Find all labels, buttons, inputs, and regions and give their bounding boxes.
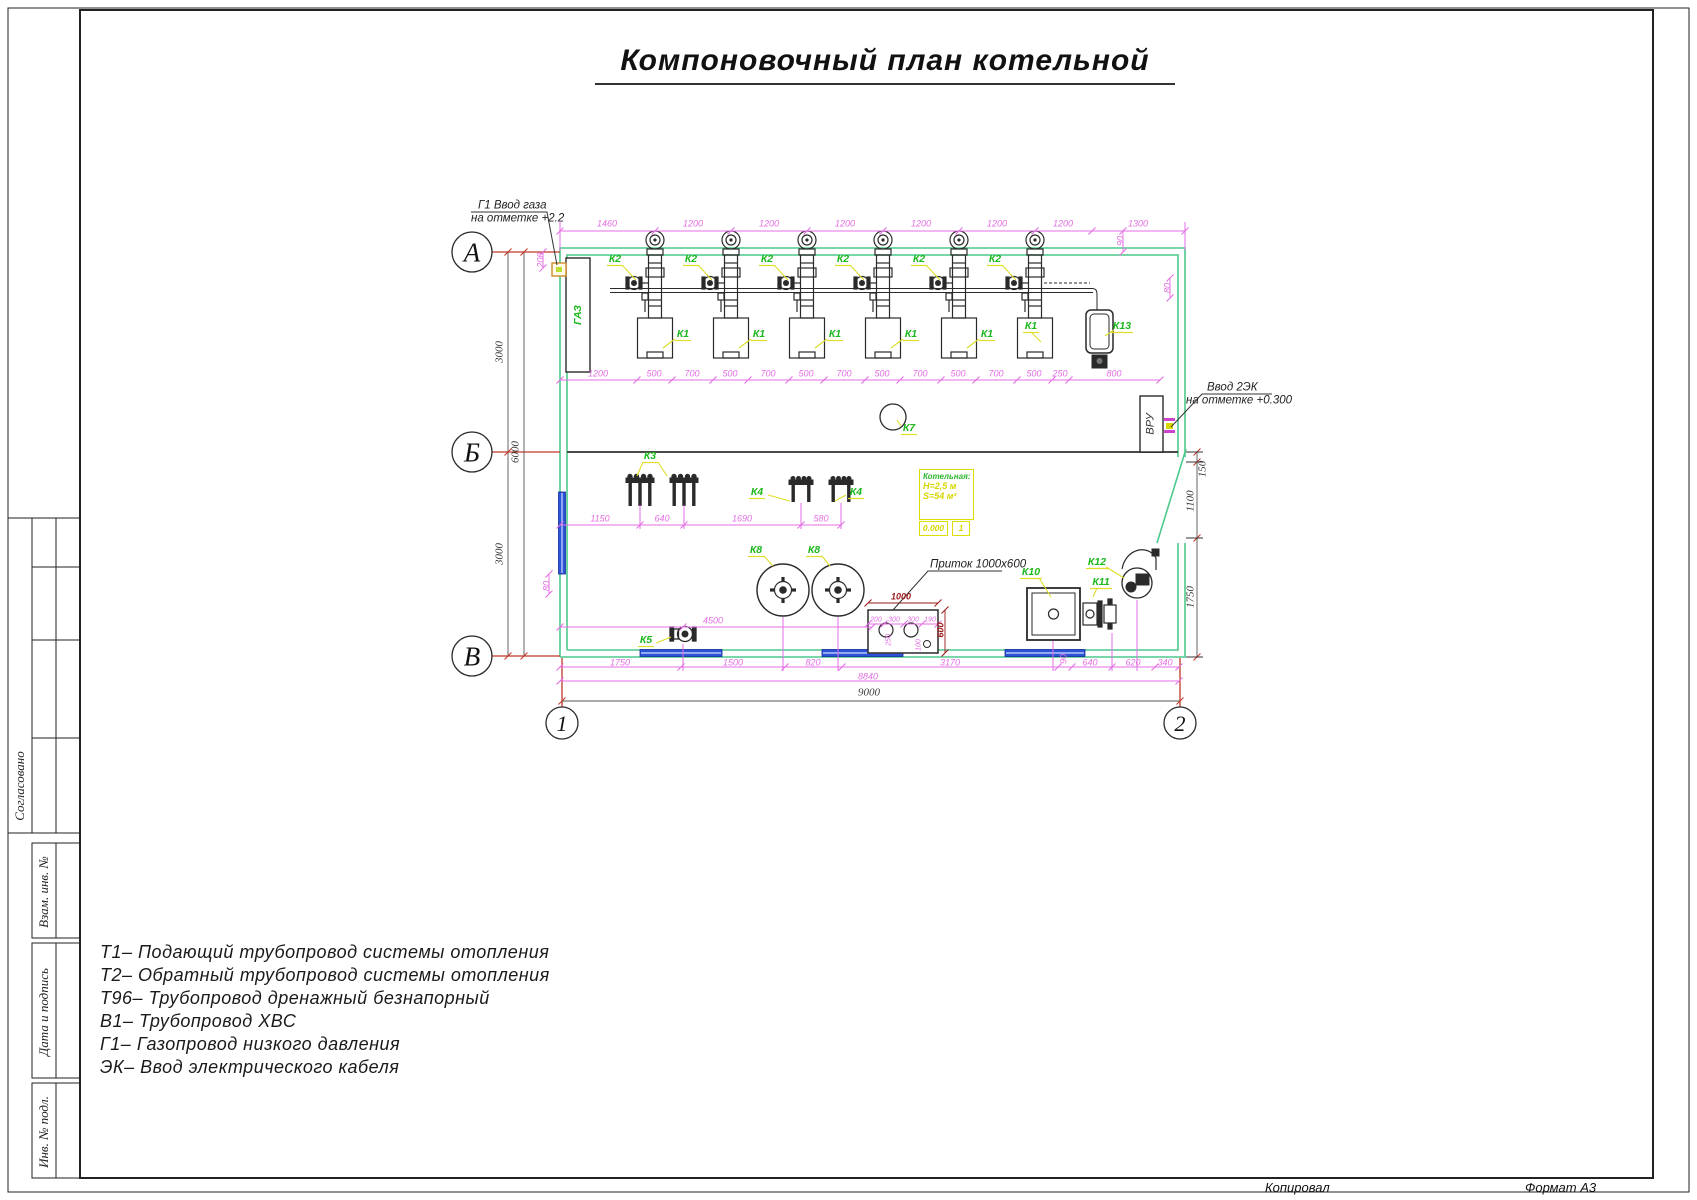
gas-cabinet-label: ГАЗ (571, 305, 584, 325)
cable-inlet-note-line2: на отметке +0.300 (1186, 394, 1293, 407)
equip-label-к5: К5 (639, 633, 653, 646)
equip-label-к7: К7 (902, 421, 916, 434)
room-height: Н=2,5 м (923, 481, 957, 491)
dim-820: 820 (805, 657, 821, 668)
stamp-side-tables (8, 518, 80, 1178)
axis-markers (452, 232, 1196, 739)
windows (559, 492, 1086, 657)
equip-label-к8: К8 (749, 543, 763, 556)
axis-marker-1: 1 (556, 711, 568, 736)
dim-6000: 6000 (509, 441, 522, 463)
dim-4500: 4500 (702, 615, 724, 626)
manifolds (626, 474, 853, 505)
stamp-label-vzam-inv: Взам. инв. № (36, 856, 51, 928)
dim-8840: 8840 (857, 671, 879, 682)
equip-label-к1: К1 (1024, 319, 1038, 332)
stamp-label-soglasovano: Согласовано (12, 751, 27, 821)
equipment-k11 (1083, 599, 1116, 629)
dim-500: 500 (722, 368, 738, 379)
equip-label-к8: К8 (807, 543, 821, 556)
dim-90: 90 (1115, 235, 1126, 247)
page-title: Компоновочный план котельной (595, 44, 1175, 85)
equipment-k12 (1122, 549, 1159, 598)
legend-line-6: ЭК– Ввод электрического кабеля (100, 1057, 400, 1077)
dim-1200: 1200 (587, 368, 609, 379)
air-intake-note: Приток 1000x600 (930, 558, 1027, 571)
equipment-k5 (670, 627, 696, 642)
dim-1150: 1150 (590, 513, 610, 524)
dim-500: 500 (798, 368, 814, 379)
equip-label-к2: К2 (988, 252, 1002, 265)
dim-150: 150 (1196, 460, 1209, 478)
axis-marker-2: 2 (1174, 711, 1186, 736)
dim-800: 800 (1106, 368, 1122, 379)
dim-1690: 1690 (731, 513, 753, 524)
dim-340: 340 (1157, 657, 1173, 668)
equip-label-к1: К1 (752, 327, 766, 340)
room-area: S=54 м² (923, 491, 957, 501)
dim-300: 300 (888, 616, 900, 624)
equip-label-к4: К4 (750, 485, 764, 498)
dim-640: 640 (654, 513, 670, 524)
dim-9000: 9000 (858, 686, 880, 699)
equipment-k7 (880, 404, 906, 430)
dim-190: 190 (924, 616, 936, 624)
dim-90: 90 (1058, 653, 1069, 665)
gas-cabinet (566, 258, 590, 372)
dim-700: 700 (684, 368, 700, 379)
equip-label-к1: К1 (676, 327, 690, 340)
dim-250: 250 (885, 634, 893, 646)
equip-label-к2: К2 (608, 252, 622, 265)
equip-label-к2: К2 (912, 252, 926, 265)
dim-200: 200 (535, 252, 546, 268)
vru-panel (1140, 396, 1163, 452)
dim-100: 100 (915, 639, 923, 651)
dim-1750: 1750 (1184, 586, 1197, 608)
dim-1200: 1200 (986, 218, 1008, 229)
dim-1750: 1750 (609, 657, 631, 668)
axis-marker-А: А (463, 237, 481, 268)
cable-inlet-note-line1: Ввод 2ЭК (1207, 381, 1258, 394)
equip-label-к2: К2 (836, 252, 850, 265)
axis-marker-Б: Б (464, 437, 480, 468)
legend-line-5: Г1– Газопровод низкого давления (100, 1034, 401, 1054)
dim-700: 700 (912, 368, 928, 379)
equip-label-к11: К11 (1092, 575, 1110, 588)
gas-entry-point (552, 263, 566, 276)
equipment-k10 (1027, 588, 1080, 640)
dim-1200: 1200 (834, 218, 856, 229)
dim-500: 500 (646, 368, 662, 379)
equipment-k8 (757, 564, 864, 616)
dim-1300: 1300 (1127, 218, 1149, 229)
vru-label: ВРУ (1144, 413, 1157, 435)
dim-250: 250 (1052, 368, 1068, 379)
legend-line-4: В1– Трубопровод ХВС (100, 1011, 297, 1031)
dim-700: 700 (760, 368, 776, 379)
room-info-box (919, 469, 974, 520)
stamp-label-inv-podl: Инв. № подл. (36, 1096, 51, 1168)
legend-line-1: Т1– Подающий трубопровод системы отопления (100, 942, 550, 962)
dim-3000: 3000 (493, 341, 506, 363)
gas-inlet-note-line1: Г1 Ввод газа (478, 199, 547, 212)
door-leaf (1157, 449, 1186, 543)
room-number: 1 (952, 521, 970, 536)
legend-line-2: Т2– Обратный трубопровод системы отопления (100, 965, 550, 985)
room-name: Котельная: (923, 472, 971, 481)
dim-200: 200 (870, 616, 882, 624)
footer-format: Формат А3 (1525, 1180, 1597, 1195)
boilers-row (626, 231, 1053, 358)
dim-640: 640 (1082, 657, 1098, 668)
axis-marker-В: В (463, 641, 481, 672)
stamp-label-data-podpis: Дата и подпись (36, 968, 51, 1056)
equip-label-к12: К12 (1087, 555, 1107, 568)
dim-620: 620 (1125, 657, 1141, 668)
dim-1200: 1200 (1052, 218, 1074, 229)
dim-600: 600 (935, 622, 946, 638)
dim-580: 580 (813, 513, 829, 524)
equip-label-к4: К4 (849, 485, 863, 498)
equip-label-к1: К1 (828, 327, 842, 340)
pipeline-legend (100, 942, 550, 1080)
dim-500: 500 (874, 368, 890, 379)
dim-80: 80 (541, 580, 552, 592)
dim-700: 700 (836, 368, 852, 379)
dim-700: 700 (988, 368, 1004, 379)
dim-3170: 3170 (939, 657, 961, 668)
dim-1100: 1100 (1184, 490, 1197, 512)
equip-label-к1: К1 (980, 327, 994, 340)
dim-500: 500 (950, 368, 966, 379)
dim-1000: 1000 (890, 591, 912, 602)
dim-3000: 3000 (493, 543, 506, 565)
equip-label-к13: К13 (1112, 319, 1132, 332)
equip-label-к3: К3 (643, 449, 657, 462)
footer-copied-by: Копировал (1265, 1180, 1330, 1195)
dim-500: 500 (1026, 368, 1042, 379)
cable-entry-marks (1164, 420, 1175, 432)
equip-label-к10: К10 (1021, 565, 1041, 578)
equipment-k13 (1086, 310, 1113, 368)
dim-1200: 1200 (758, 218, 780, 229)
dim-1500: 1500 (722, 657, 744, 668)
gas-inlet-note-line2: на отметке +2.2 (471, 212, 565, 225)
dim-300: 300 (907, 616, 919, 624)
dim-80: 80 (1162, 282, 1173, 294)
equip-label-к2: К2 (760, 252, 774, 265)
air-intake (868, 610, 938, 653)
dim-1200: 1200 (910, 218, 932, 229)
dim-1460: 1460 (596, 218, 618, 229)
equip-label-к1: К1 (904, 327, 918, 340)
legend-line-3: Т96– Трубопровод дренажный безнапорный (100, 988, 490, 1008)
floor-level-mark: 0.000 (919, 521, 948, 536)
equip-label-к2: К2 (684, 252, 698, 265)
dim-1200: 1200 (682, 218, 704, 229)
